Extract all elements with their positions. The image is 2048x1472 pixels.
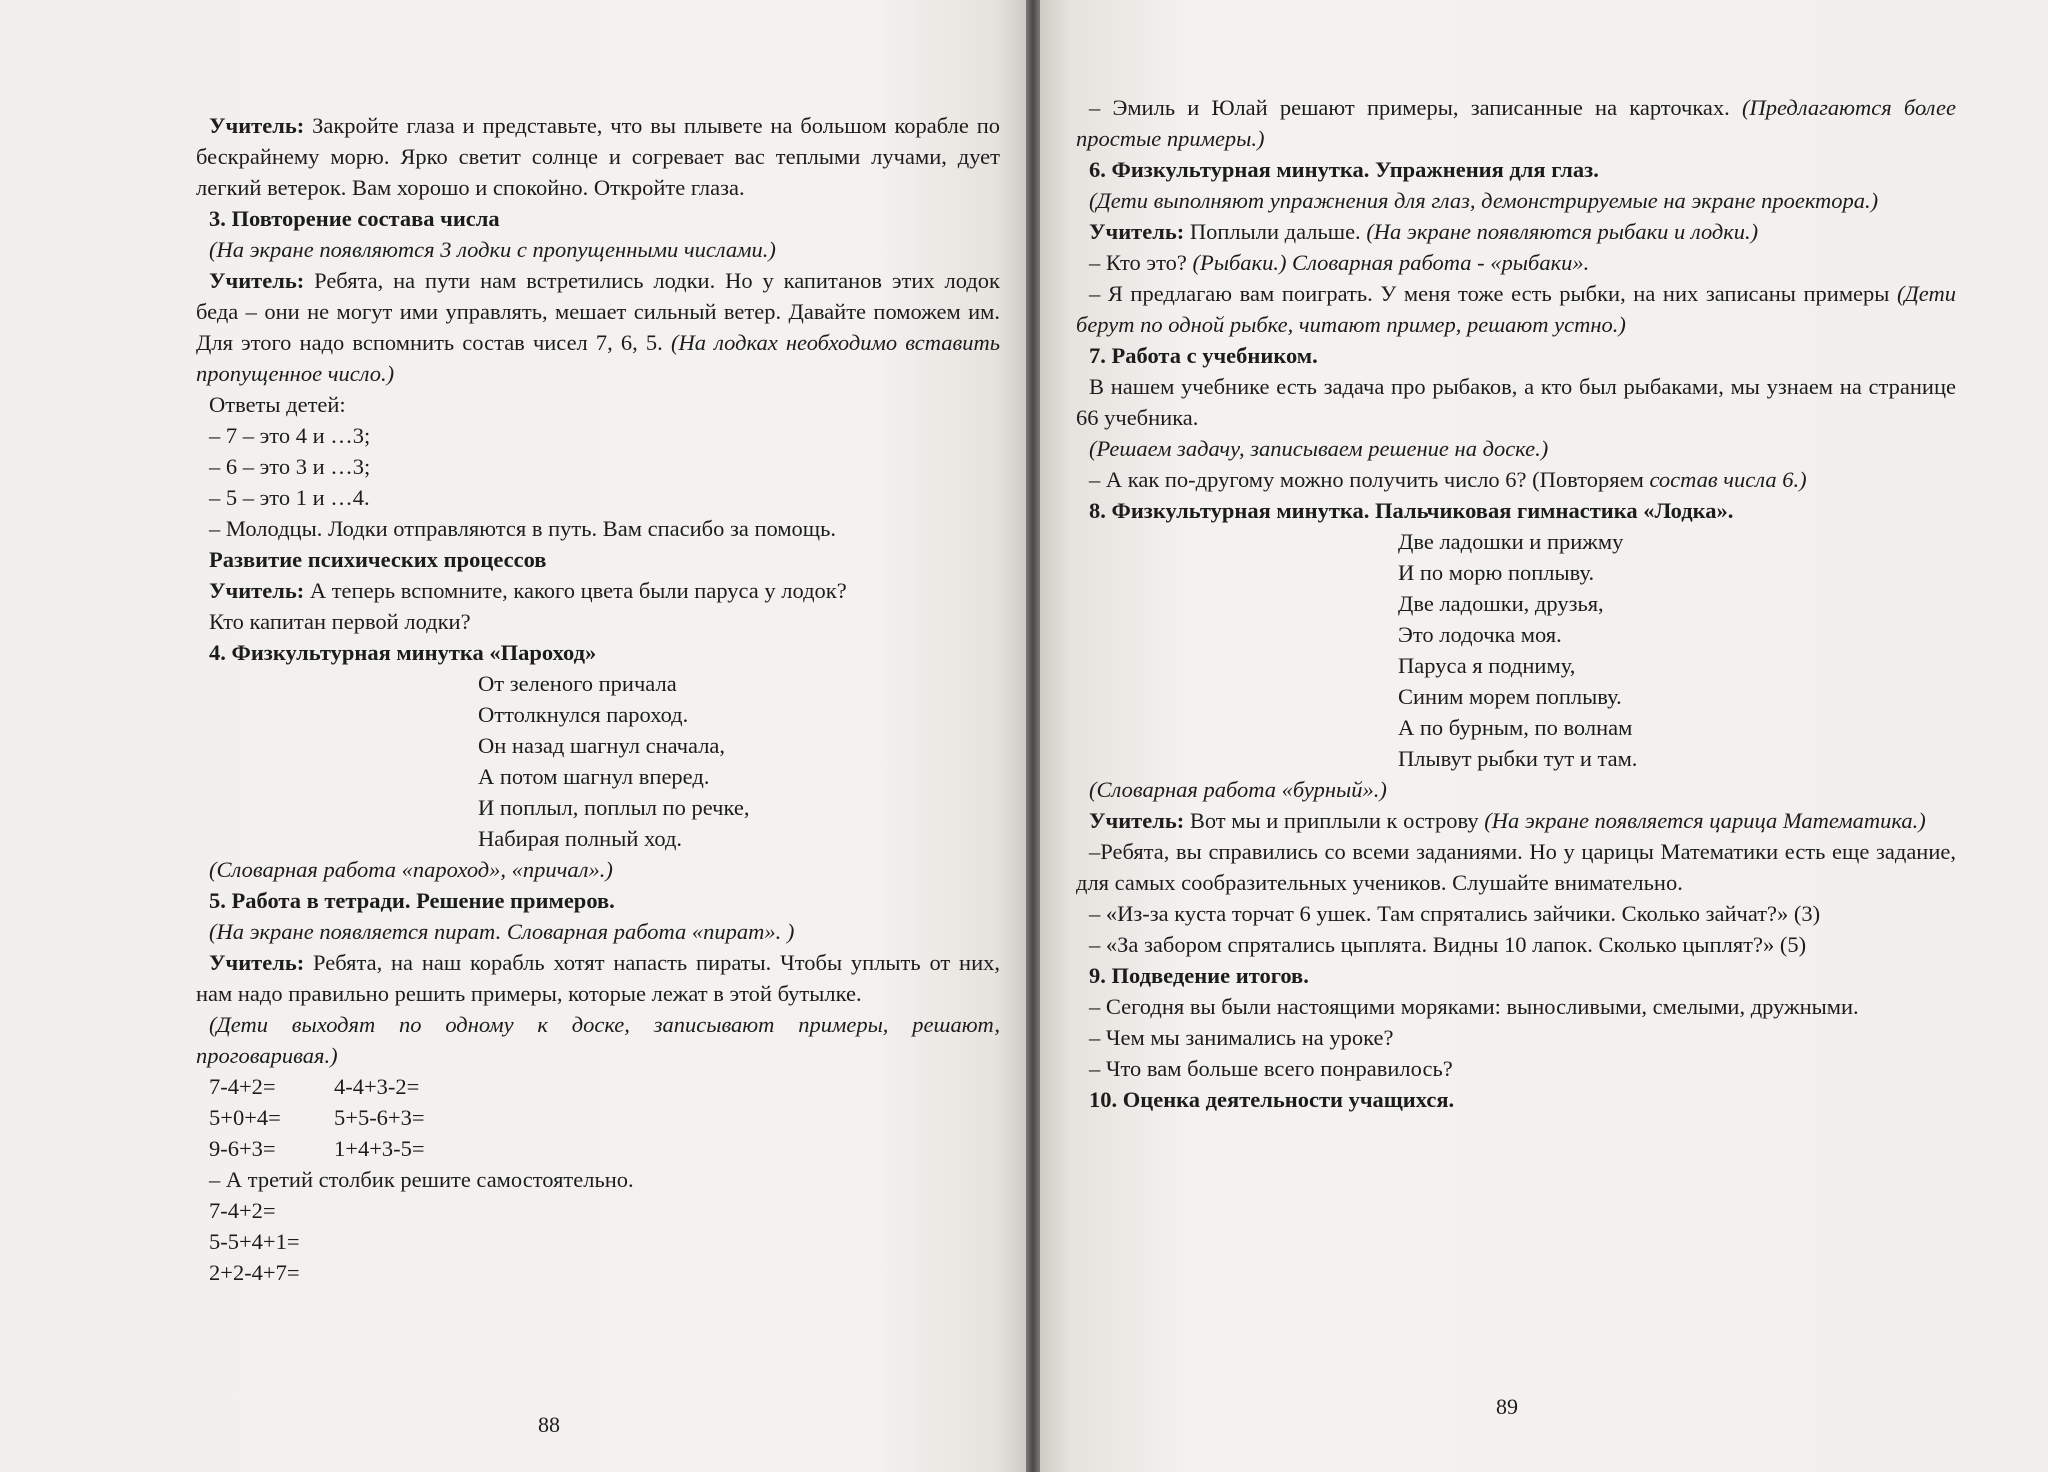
paragraph [1076,464,1956,495]
stage-note: (Дети выполняют упражнения для глаз, демонстрируемые на экране проектора.) [1089,188,1879,213]
paragraph: В нашем учебнике есть задача про рыбаков, а кто был рыбаками, мы узнаем на странице 66 учебника. [1076,374,1956,430]
section-heading: 3. Повторение состава числа [209,206,500,231]
poem-line: Набирая полный ход. [478,826,683,851]
paragraph: –Ребята, вы справились со всеми заданиями. Но у царицы Математики есть еще задание, для самых сообразительных учеников. Слушайте внимательно. [1076,839,1956,895]
poem-line: Он назад шагнул сначала, [478,733,726,758]
poem-line: Оттолкнулся пароход. [478,702,689,727]
text-line: Ответы детей: [209,392,346,417]
stage-note: (На экране появляется пират. Словарная работа «пират». ) [209,919,795,944]
page-number: 88 [538,1412,560,1437]
stage-note: (Словарная работа «бурный».) [1089,777,1387,802]
paragraph [196,110,1000,203]
paragraph [1076,247,1956,278]
math-example: 2+2-4+7= [209,1260,300,1285]
section-heading: 7. Работа с учебником. [1089,343,1318,368]
paragraph [196,265,1000,389]
speaker-label: Учитель: [209,950,305,975]
stage-note: (Дети берут по одной рыбке, читают пример, решают устно.) [1076,281,1956,337]
example-row [196,1071,1000,1102]
text-line: – Что вам больше всего понравилось? [1089,1056,1453,1081]
speaker-label: Учитель: [209,113,305,138]
math-example: 7-4+2= [209,1198,276,1223]
book-spine [1026,0,1040,1472]
text-line: – 5 – это 1 и …4. [209,485,370,510]
poem-line: А по бурным, по волнам [1398,715,1633,740]
poem-line: Две ладошки и прижму [1398,529,1624,554]
stage-note: (На экране появляются рыбаки и лодки.) [1366,219,1759,244]
math-example: 5-5+4+1= [209,1229,300,1254]
text-line: – 7 – это 4 и …3; [209,423,371,448]
speaker-label: Учитель: [1089,219,1185,244]
math-example: 1+4+3-5= [334,1136,425,1161]
paragraph-text: Закройте глаза и представьте, что вы плывете на большом корабле по бескрайнему морю. Ярко светит солнце и согревает вас теплыми лучами, дует легкий ветерок. Вам хорошо и спокойно. Откройте глаза. [196,113,1000,200]
poem-line: Синим морем поплыву. [1398,684,1622,709]
paragraph [196,947,1000,1009]
paragraph-text: А теперь вспомните, какого цвета были паруса у лодок? [304,578,847,603]
section-heading: 10. Оценка деятельности учащихся. [1089,1087,1455,1112]
paragraph-text: – Кто это? [1089,250,1193,275]
stage-note: (Рыбаки.) Словарная работа - «рыбаки». [1192,250,1590,275]
stage-note: (Словарная работа «пароход», «причал».) [209,857,613,882]
section-heading: 9. Подведение итогов. [1089,963,1309,988]
poem-line: И поплыл, поплыл по речке, [478,795,750,820]
paragraph: – Сегодня вы были настоящими моряками: выносливыми, смелыми, дружными. [1089,994,1859,1019]
page-number: 89 [1496,1394,1518,1419]
poem-line: И по морю поплыву. [1398,560,1595,585]
poem-line: Это лодочка моя. [1398,622,1562,647]
section-heading: Развитие психических процессов [209,547,547,572]
section-heading: 8. Физкультурная минутка. Пальчиковая гимнастика «Лодка». [1089,498,1734,523]
poem-line: Две ладошки, друзья, [1398,591,1604,616]
poem-line: А потом шагнул вперед. [478,764,710,789]
left-page-text [196,110,1000,1288]
text-line: – Чем мы занимались на уроке? [1089,1025,1394,1050]
paragraph [1076,805,1956,836]
math-example: 5+0+4= [209,1105,281,1130]
math-example: 5+5-6+3= [334,1105,425,1130]
stage-note: (Решаем задачу, записываем решение на доске.) [1089,436,1549,461]
poem-line: Плывут рыбки тут и там. [1398,746,1638,771]
paragraph: – «За забором спрятались цыплята. Видны 10 лапок. Сколько цыплят?» (5) [1089,932,1807,957]
poem-line: От зеленого причала [478,671,677,696]
speaker-label: Учитель: [209,578,305,603]
stage-note: (Предлагаются более простые примеры.) [1076,95,1956,151]
paragraph-text: Ребята, на пути нам встретились лодки. Но у капитанов этих лодок беда – они не могут ими управлять, мешает сильный ветер. Давайте поможем им. Для этого надо вспомнить состав чисел 7, 6, 5. [196,268,1000,355]
paragraph-text: Поплыли дальше. [1184,219,1367,244]
section-heading: 4. Физкультурная минутка «Пароход» [209,640,597,665]
section-heading: 5. Работа в тетради. Решение примеров. [209,888,615,913]
math-example: 9-6+3= [209,1136,276,1161]
poem-line: Паруса я подниму, [1398,653,1576,678]
poem [1076,526,1956,774]
paragraph [1076,92,1956,154]
text-line: Кто капитан первой лодки? [209,609,471,634]
paragraph [1076,216,1956,247]
paragraph-text: Вот мы и приплыли к острову [1184,808,1485,833]
text-line: – А третий столбик решите самостоятельно. [209,1167,634,1192]
math-example: 4-4+3-2= [334,1074,420,1099]
example-row [196,1133,1000,1164]
right-page [1040,0,2048,1472]
example-row [196,1102,1000,1133]
speaker-label: Учитель: [209,268,305,293]
paragraph: – «Из-за куста торчат 6 ушек. Там спрятались зайчики. Сколько зайчат?» (3) [1089,901,1821,926]
stage-note: (На экране появляются 3 лодки с пропущенными числами.) [209,237,776,262]
speaker-label: Учитель: [1089,808,1185,833]
math-example: 7-4+2= [209,1074,276,1099]
paragraph-text: – А как по-другому можно получить число 6? (Повторяем [1089,467,1650,492]
section-heading: 6. Физкультурная минутка. Упражнения для глаз. [1089,157,1599,182]
stage-note: (На экране появляется царица Математика.) [1484,808,1926,833]
text-line: – 6 – это 3 и …3; [209,454,371,479]
right-page-text [1076,92,1956,1115]
paragraph-text: – Эмиль и Юлай решают примеры, записанные на карточках. [1089,95,1742,120]
text-line: – Молодцы. Лодки отправляются в путь. Вам спасибо за помощь. [209,516,837,541]
paragraph-text: – Я предлагаю вам поиграть. У меня тоже есть рыбки, на них записаны примеры [1089,281,1897,306]
paragraph [1076,278,1956,340]
stage-note: (Дети выходят по одному к доске, записывают примеры, решают, проговаривая.) [196,1012,1000,1068]
text-line [196,575,1000,606]
stage-note: (На лодках необходимо вставить пропущенное число.) [196,330,1000,386]
poem [196,668,1000,854]
paragraph-text: Ребята, на наш корабль хотят напасть пираты. Чтобы уплыть от них, нам надо правильно решить примеры, которые лежат в этой бутылке. [196,950,1000,1006]
stage-note: состав числа 6.) [1649,467,1807,492]
